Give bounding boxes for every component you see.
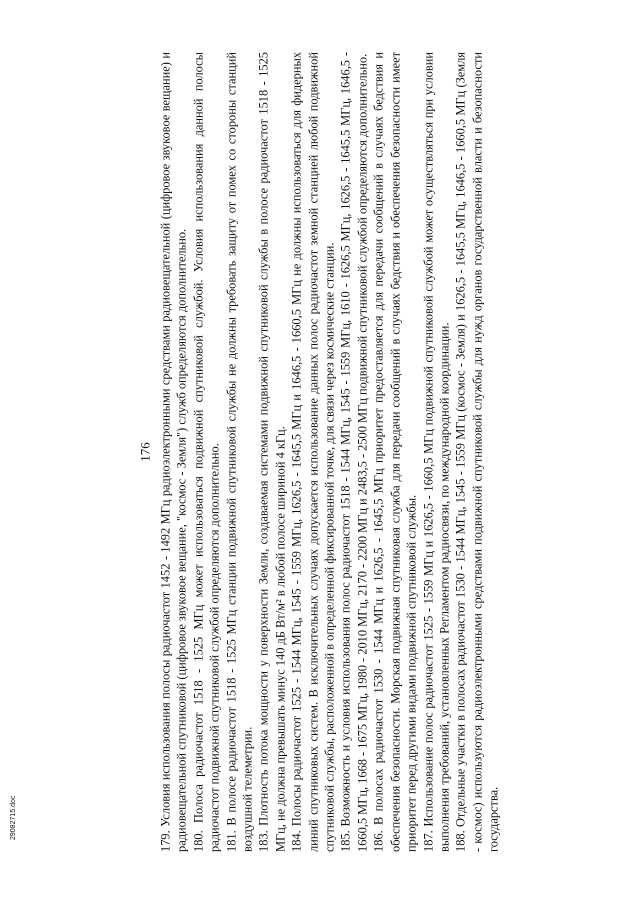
page-number: 176 <box>137 442 153 462</box>
paragraph-187: 187. Использование полос радиочастот 1525 - 1559 МГц и 1626,5 - 1660,5 МГц подвижной спутниковой службой может осуществляться при условии выполнения требований, установленных Регламентом радиосвязи, по международной координации. <box>421 52 452 852</box>
paragraph-180: 180. Полоса радиочастот 1518 - 1525 МГц может использоваться подвижной спутниковой службой. Условия использования данной полосы радиочастот подвижной спутниковой службой определяются дополнительно. <box>191 52 222 852</box>
paragraph-184: 184. Полосы радиочастот 1525 - 1544 МГц, 1545 - 1559 МГц, 1626,5 - 1645,5 МГц и 1646,5 - 1660,5 МГц не должны использоваться для фидерных линий спутниковых систем. В исключительных случаях допускается использование данных полос радиочастот земной станцией любой подвижной спутниковой службы, расположенной в определенной фиксированной точке, для связи через космические станции. <box>289 52 337 852</box>
rotated-text-block <box>138 52 503 852</box>
footer-file-code: 29082715.doc <box>10 795 17 840</box>
paragraph-185: 185. Возможность и условия использования полос радиочастот 1518 - 1544 МГц, 1545 - 1559 МГц, 1610 - 1626,5 МГц, 1626,5 - 1645,5 МГц, 1646,5 - 1660,5 МГц, 1668 - 1675 МГц, 1980 - 2010 МГц, 2170 - 2200 МГц и 2483,5 - 2500 МГц подвижной спутниковой службой определяются дополнительно. <box>339 52 370 852</box>
paragraph-181: 181. В полосе радиочастот 1518 - 1525 МГц станции подвижной спутниковой службы не должны требовать защиту от помех со стороны станций воздушной телеметрии. <box>224 52 255 852</box>
paragraph-188: 188. Отдельные участки в полосах радиочастот 1530 - 1544 МГц, 1545 - 1559 МГц (космос - Земля) и 1626,5 - 1645,5 МГц, 1646,5 - 1660,5 МГц (Земля - космос) используются радиоэлектронными средствами подвижной спутниковой службы для нужд органов государственной власти и безопасности государства. <box>454 52 501 852</box>
paragraph-186: 186. В полосах радиочастот 1530 - 1544 МГц и 1626,5 - 1645,5 МГц приоритет предоставляется для передачи сообщений в случаях бедствия и обеспечения безопасности. Морская подвижная спутниковая служба для передачи сообщений в случаях бедствия и обеспечения безопасности имеет приоритет перед другими видами подвижной спутниковой службы. <box>372 52 419 852</box>
paragraph-183: 183. Плотность потока мощности у поверхности Земли, создаваемая системами подвижной спутниковой службы в полосе радиочастот 1518 - 1525 МГц, не должна превышать минус 140 дБ Вт/м² в любой полосе шириной 4 кГц. <box>257 52 288 852</box>
paragraph-179: 179. Условия использования полосы радиочастот 1452 - 1492 МГц радиоэлектронными средствами радиовещательной (цифровое звуковое вещание) и радиовещательной спутниковой (цифровое звуковое вещание, "космос - Земля") служб определяются дополнительно. <box>158 52 190 852</box>
